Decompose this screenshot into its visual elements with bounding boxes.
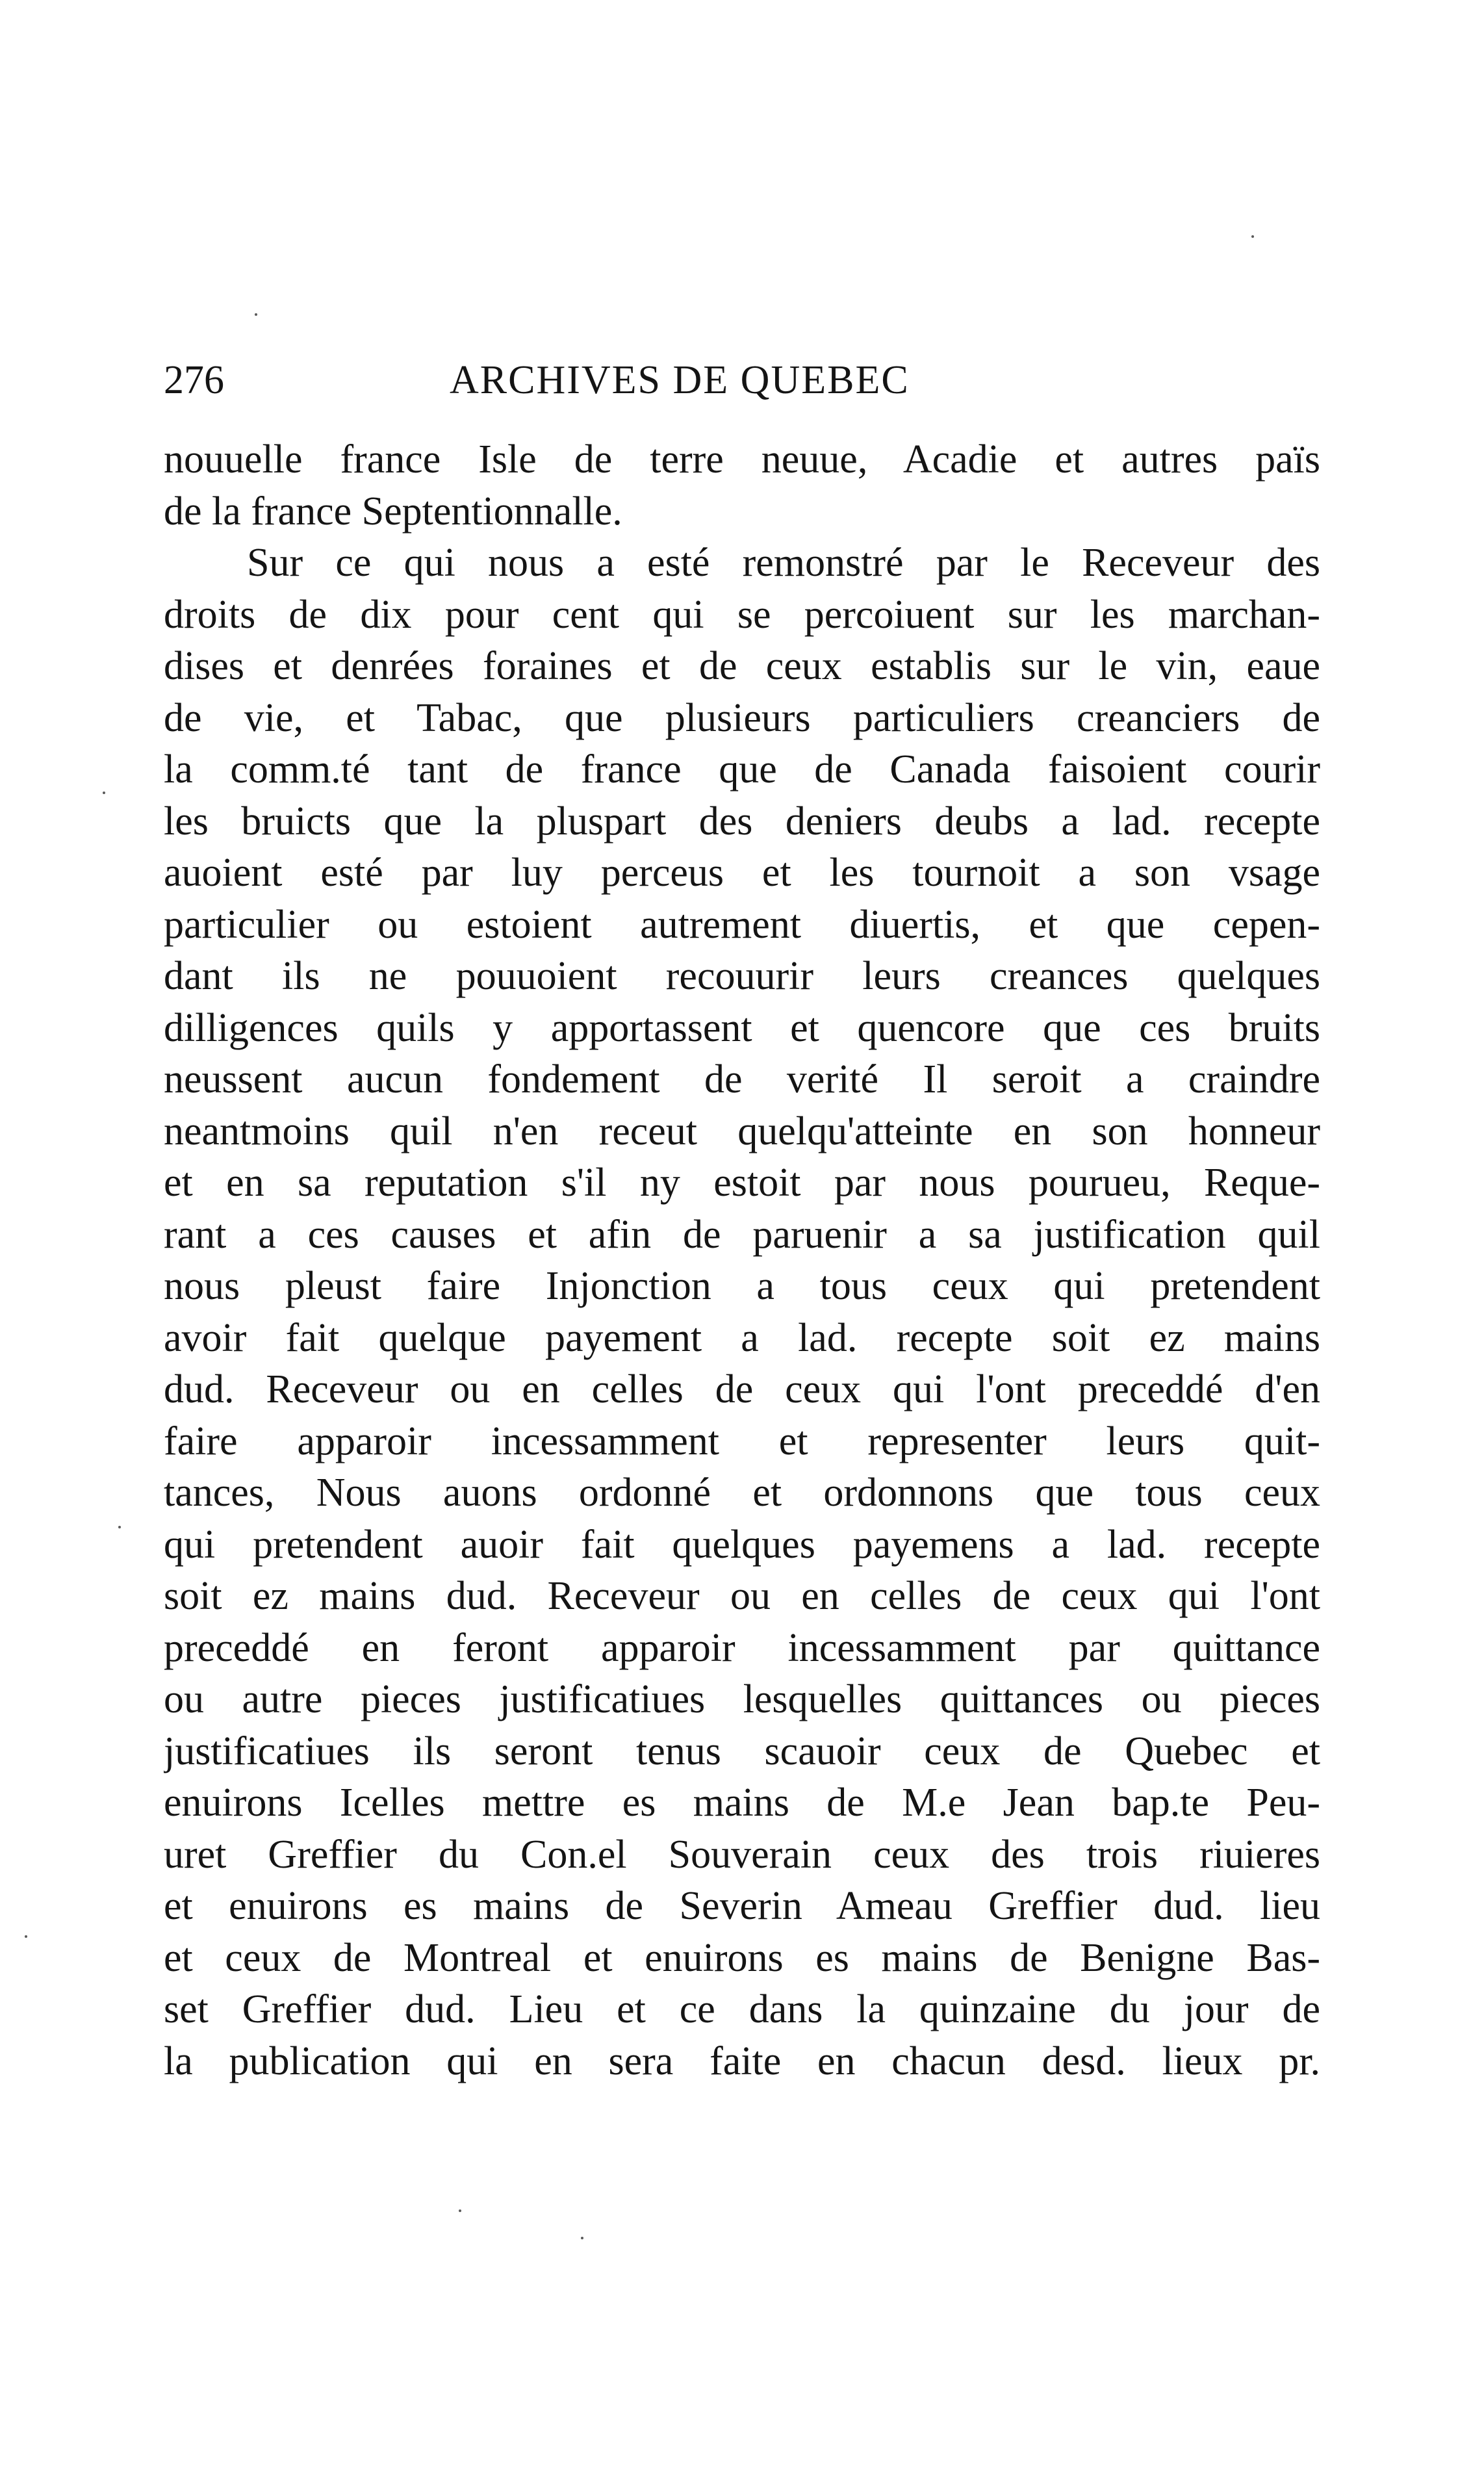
page-header bbox=[164, 354, 1320, 406]
text-line: dilligences quils y apportassent et quencore que ces bruits bbox=[164, 1005, 1320, 1050]
scan-speck bbox=[103, 792, 105, 794]
text-line: uret Greffier du Con.el Souverain ceux des trois riuieres bbox=[164, 1832, 1320, 1877]
text-line: rant a ces causes et afin de paruenir a sa justification quil bbox=[164, 1212, 1320, 1257]
text-line: faire apparoir incessamment et representer leurs quit- bbox=[164, 1419, 1320, 1463]
text-line: droits de dix pour cent qui se percoiuent sur les marchan- bbox=[164, 592, 1320, 637]
running-title: ARCHIVES DE QUEBEC bbox=[450, 358, 910, 402]
text-line: dud. Receveur ou en celles de ceux qui l'ont preceddé d'en bbox=[164, 1367, 1320, 1411]
text-line: dises et denrées foraines et de ceux establis sur le vin, eaue bbox=[164, 644, 1320, 688]
text-line: set Greffier dud. Lieu et ce dans la quinzaine du jour de bbox=[164, 1987, 1320, 2031]
text-line: nous pleust faire Injonction a tous ceux qui pretendent bbox=[164, 1264, 1320, 1308]
page-number: 276 bbox=[164, 358, 224, 402]
text-line: particulier ou estoient autrement diuertis, et que cepen- bbox=[164, 902, 1320, 947]
scan-speck bbox=[1251, 235, 1254, 238]
body-text bbox=[164, 434, 1320, 2087]
scan-speck bbox=[118, 1526, 121, 1528]
text-line: enuirons Icelles mettre es mains de M.e Jean bap.te Peu- bbox=[164, 1781, 1320, 1825]
text-line: preceddé en feront apparoir incessamment par quittance bbox=[164, 1625, 1320, 1670]
text-line: tances, Nous auons ordonné et ordonnons que tous ceux bbox=[164, 1471, 1320, 1515]
scan-speck bbox=[581, 2237, 583, 2239]
text-line: de la france Septentionnalle. bbox=[164, 489, 622, 534]
text-line: ou autre pieces justificatiues lesquelles quittances ou pieces bbox=[164, 1677, 1320, 1721]
text-line: qui pretendent auoir fait quelques payemens a lad. recepte bbox=[164, 1522, 1320, 1567]
text-line: justificatiues ils seront tenus scauoir ceux de Quebec et bbox=[164, 1729, 1320, 1773]
text-line: avoir fait quelque payement a lad. recepte soit ez mains bbox=[164, 1315, 1320, 1360]
text-line: la comm.té tant de france que de Canada faisoient courir bbox=[164, 747, 1320, 792]
scan-speck bbox=[25, 1935, 27, 1938]
text-line: auoient esté par luy perceus et les tournoit a son vsage bbox=[164, 851, 1320, 895]
text-line: les bruicts que la pluspart des deniers deubs a lad. recepte bbox=[164, 799, 1320, 843]
scan-speck bbox=[459, 2209, 461, 2212]
text-line: et ceux de Montreal et enuirons es mains de Benigne Bas- bbox=[164, 1935, 1320, 1980]
paragraph-first-line: Sur ce qui nous a esté remonstré par le Receveur des bbox=[247, 541, 1320, 585]
text-line: et en sa reputation s'il ny estoit par nous pourueu, Reque- bbox=[164, 1161, 1320, 1205]
text-line: de vie, et Tabac, que plusieurs particuliers creanciers de bbox=[164, 695, 1320, 740]
text-line: nouuelle france Isle de terre neuue, Acadie et autres païs bbox=[164, 437, 1320, 482]
scan-speck bbox=[255, 313, 257, 316]
text-line: soit ez mains dud. Receveur ou en celles de ceux qui l'ont bbox=[164, 1574, 1320, 1618]
text-line: neantmoins quil n'en receut quelqu'atteinte en son honneur bbox=[164, 1109, 1320, 1153]
text-line: neussent aucun fondement de verité Il seroit a craindre bbox=[164, 1057, 1320, 1101]
text-line: et enuirons es mains de Severin Ameau Greffier dud. lieu bbox=[164, 1884, 1320, 1928]
text-line: la publication qui en sera faite en chacun desd. lieux pr. bbox=[164, 2039, 1320, 2083]
text-line: dant ils ne pouuoient recouurir leurs creances quelques bbox=[164, 954, 1320, 998]
